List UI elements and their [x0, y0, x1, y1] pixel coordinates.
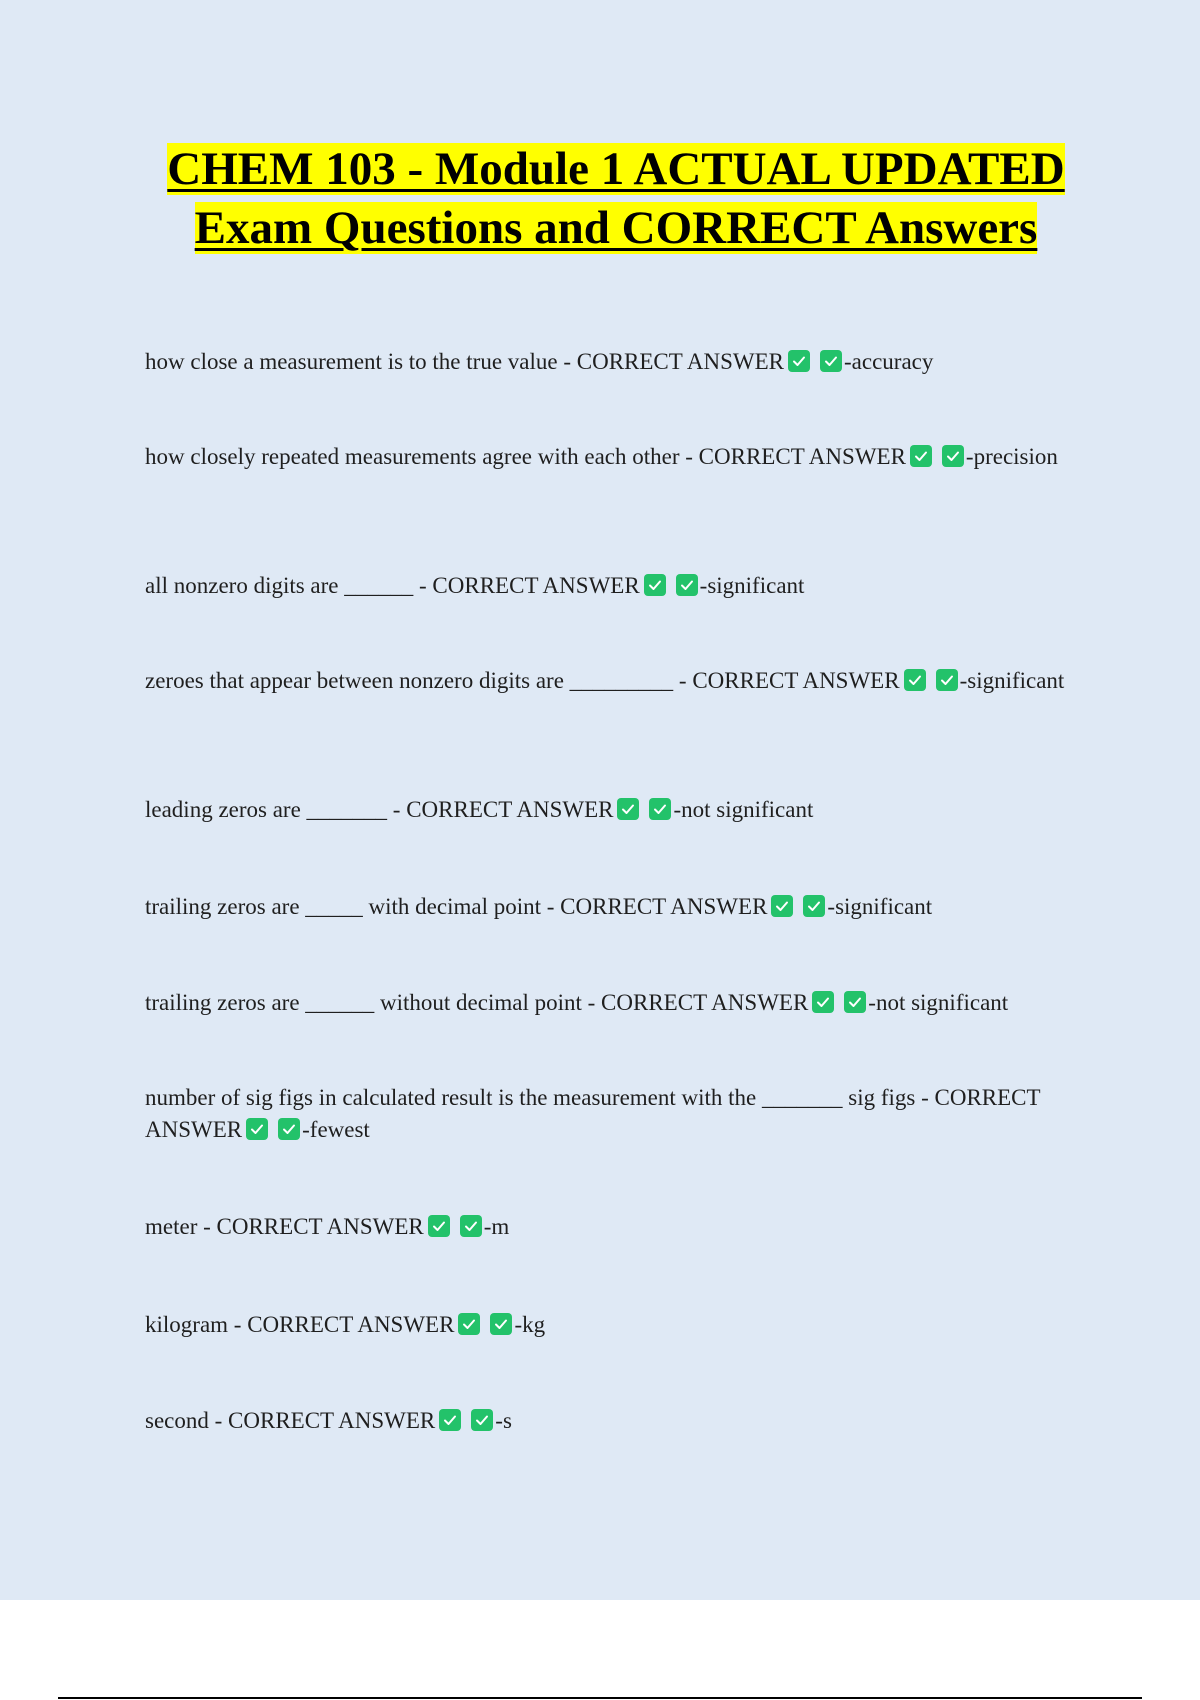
- checkmark-icon: [820, 350, 842, 372]
- checkmark-icon: [278, 1118, 300, 1140]
- qa-answer: -not significant: [868, 990, 1009, 1015]
- checkmark-icon: [904, 669, 926, 691]
- qa-item: [145, 794, 1095, 826]
- checkmark-icon: [676, 574, 698, 596]
- qa-answer: -significant: [959, 668, 1065, 693]
- qa-item: [145, 1405, 1095, 1437]
- checkmark-icon: [428, 1215, 450, 1237]
- qa-question: trailing zeros are _____ with decimal point - CORRECT ANSWER: [145, 894, 768, 919]
- qa-question: zeroes that appear between nonzero digits are _________ - CORRECT ANSWER: [145, 668, 900, 693]
- qa-answer: -s: [495, 1408, 512, 1433]
- qa-item: [145, 891, 1095, 923]
- qa-question: trailing zeros are ______ without decimal point - CORRECT ANSWER: [145, 990, 809, 1015]
- checkmark-icon: [803, 895, 825, 917]
- qa-answer: -kg: [514, 1312, 546, 1337]
- qa-item: [145, 570, 1095, 602]
- checkmark-icon: [771, 895, 793, 917]
- qa-item: [145, 346, 1095, 378]
- checkmark-icon: [460, 1215, 482, 1237]
- document-title-text: CHEM 103 - Module 1 ACTUAL UPDATED Exam Questions and CORRECT Answers: [167, 143, 1065, 254]
- qa-question: how close a measurement is to the true value - CORRECT ANSWER: [145, 349, 784, 374]
- checkmark-icon: [910, 445, 932, 467]
- qa-answer: -accuracy: [844, 349, 934, 374]
- qa-answer: -precision: [965, 444, 1058, 469]
- checkmark-icon: [644, 574, 666, 596]
- qa-question: how closely repeated measurements agree with each other - CORRECT ANSWER: [145, 444, 906, 469]
- qa-question: leading zeros are _______ - CORRECT ANSWER: [145, 797, 614, 822]
- checkmark-icon: [936, 669, 958, 691]
- footer-divider: [58, 1697, 1142, 1699]
- checkmark-icon: [246, 1118, 268, 1140]
- qa-answer: -significant: [699, 573, 805, 598]
- checkmark-icon: [458, 1313, 480, 1335]
- qa-question: all nonzero digits are ______ - CORRECT ANSWER: [145, 573, 640, 598]
- checkmark-icon: [788, 350, 810, 372]
- qa-item: [145, 665, 1095, 697]
- checkmark-icon: [471, 1409, 493, 1431]
- checkmark-icon: [649, 798, 671, 820]
- qa-question: meter - CORRECT ANSWER: [145, 1214, 424, 1239]
- qa-item: [145, 987, 1095, 1019]
- qa-item: [145, 1082, 1095, 1146]
- qa-item: [145, 441, 1095, 473]
- qa-question: kilogram - CORRECT ANSWER: [145, 1312, 455, 1337]
- document-title: [130, 140, 1102, 258]
- checkmark-icon: [439, 1409, 461, 1431]
- checkmark-icon: [490, 1313, 512, 1335]
- qa-answer: -fewest: [302, 1117, 370, 1142]
- checkmark-icon: [942, 445, 964, 467]
- checkmark-icon: [617, 798, 639, 820]
- qa-answer: -not significant: [673, 797, 814, 822]
- checkmark-icon: [844, 991, 866, 1013]
- qa-answer: -m: [483, 1214, 510, 1239]
- checkmark-icon: [812, 991, 834, 1013]
- qa-question: number of sig figs in calculated result is the measurement with the _______ sig figs - CORRECT ANSWER: [145, 1085, 1041, 1142]
- qa-question: second - CORRECT ANSWER: [145, 1408, 436, 1433]
- qa-answer: -significant: [827, 894, 933, 919]
- qa-item: [145, 1309, 1095, 1341]
- qa-item: [145, 1211, 1095, 1243]
